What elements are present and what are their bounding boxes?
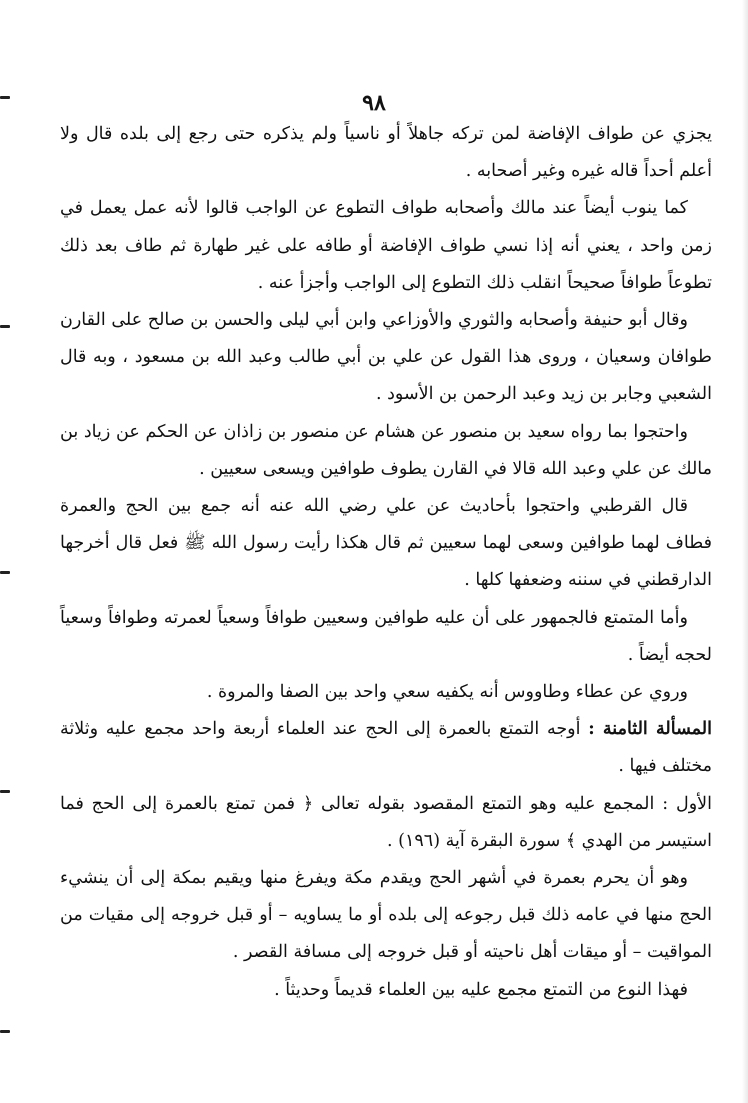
text-line: واحتجوا بما رواه سعيد بن منصور عن هشام عن منصور بن زاذان عن الحكم عن [116, 421, 688, 442]
paragraph [60, 972, 712, 1009]
paragraph [60, 860, 712, 972]
text-line: وثلاثة مختلف فيها . [60, 719, 712, 777]
text-line: زياد بن مالك عن علي وعبد الله قالا في القارن يطوف طوافين ويسعى سعيين . [60, 421, 712, 479]
paragraph [60, 711, 712, 785]
text-line: استيسر من الهدي ﴾ سورة البقرة آية (١٩٦) . [387, 830, 712, 851]
text-line: كما ينوب أيضاً عند مالك وأصحابه طواف التطوع عن الواجب قالوا لأنه عمل [133, 198, 688, 219]
paragraph [60, 674, 712, 711]
text-line: الأول : المجمع عليه وهو التمتع المقصود بقوله تعالى ﴿ فمن تمتع بالعمرة إلى الحج فما [60, 793, 712, 814]
text-line: قال القرطبي واحتجوا بأحاديث عن علي رضي الله عنه أنه جمع بين الحج والعمرة [60, 496, 688, 517]
paragraph [60, 600, 712, 674]
text-line: الحج منها في عامه ذلك قبل رجوعه إلى بلده أو ما يساويه – أو قبل خروجه إلى مقيات [88, 905, 712, 926]
margin-mark [0, 790, 10, 793]
text-line: وأما المتمتع فالجمهور على أن عليه طوافين وسعيين طوافاً وسعياً لعمرته وطوافاً وسعياً [60, 607, 688, 628]
paragraph [60, 488, 712, 600]
paragraph [60, 414, 712, 488]
text-line: من المواقيت – أو ميقات أهل ناحيته أو قبل خروجه إلى مسافة القصر . [60, 905, 712, 963]
paragraph [60, 786, 712, 860]
margin-mark [0, 571, 10, 574]
paragraph [60, 302, 712, 414]
text-line: وبه قال الشعبي وجابر بن زيد وعبد الرحمن بن الأسود . [60, 347, 712, 405]
text-line: يجزي عن طواف الإفاضة لمن تركه جاهلاً أو ناسياً ولم يذكره حتى رجع إلى بلده قال [85, 124, 712, 144]
text-line: يعمل في زمن واحد ، يعني أنه إذا نسي طواف الإفاضة أو طافه على غير طهارة ثم طاف [60, 198, 712, 256]
text-line: القارن طوافان وسعيان ، وروى هذا القول عن علي بن أبي طالب وعبد الله بن مسعود ، [60, 310, 712, 368]
text-line: أوجه التمتع بالعمرة إلى الحج عند العلماء أربعة واحد مجمع عليه [105, 719, 589, 740]
text-line: وهو أن يحرم بعمرة في أشهر الحج ويقدم مكة ويفرغ منها ويقيم بمكة إلى أن ينشيء [60, 868, 688, 889]
paragraph [60, 116, 712, 190]
text-line: بعد ذلك تطوعاً طوافاً صحيحاً انقلب ذلك التطوع إلى الواجب وأجزأ عنه . [60, 235, 712, 293]
text-line: فطاف لهما طوافين وسعى لهما سعيين ثم قال هكذا رأيت رسول الله ﷺ فعل قال [115, 533, 712, 554]
text-line: وقال أبو حنيفة وأصحابه والثوري والأوزاعي وابن أبي ليلى والحسن بن صالح على [111, 310, 688, 331]
text-line: وروي عن عطاء وطاووس أنه يكفيه سعي واحد بين الصفا والمروة . [206, 682, 688, 703]
scan-edge-shadow [742, 0, 748, 1103]
text-line: لحجه أيضاً . [627, 644, 712, 665]
section-heading-term: المسألة الثامنة : [588, 719, 712, 740]
page-number: ٩٨ [362, 90, 386, 116]
text-line: فهذا النوع من التمتع مجمع عليه بين العلماء قديماً وحديثاً . [274, 979, 688, 1000]
body-text [60, 116, 712, 1009]
paragraph [60, 190, 712, 302]
margin-mark [0, 325, 10, 328]
text-line: ولا أعلم أحداً قاله غيره وغير أصحابه . [60, 124, 712, 182]
margin-mark [0, 1030, 10, 1033]
text-line: أخرجها الدارقطني في سننه وضعفها كلها . [60, 533, 712, 591]
